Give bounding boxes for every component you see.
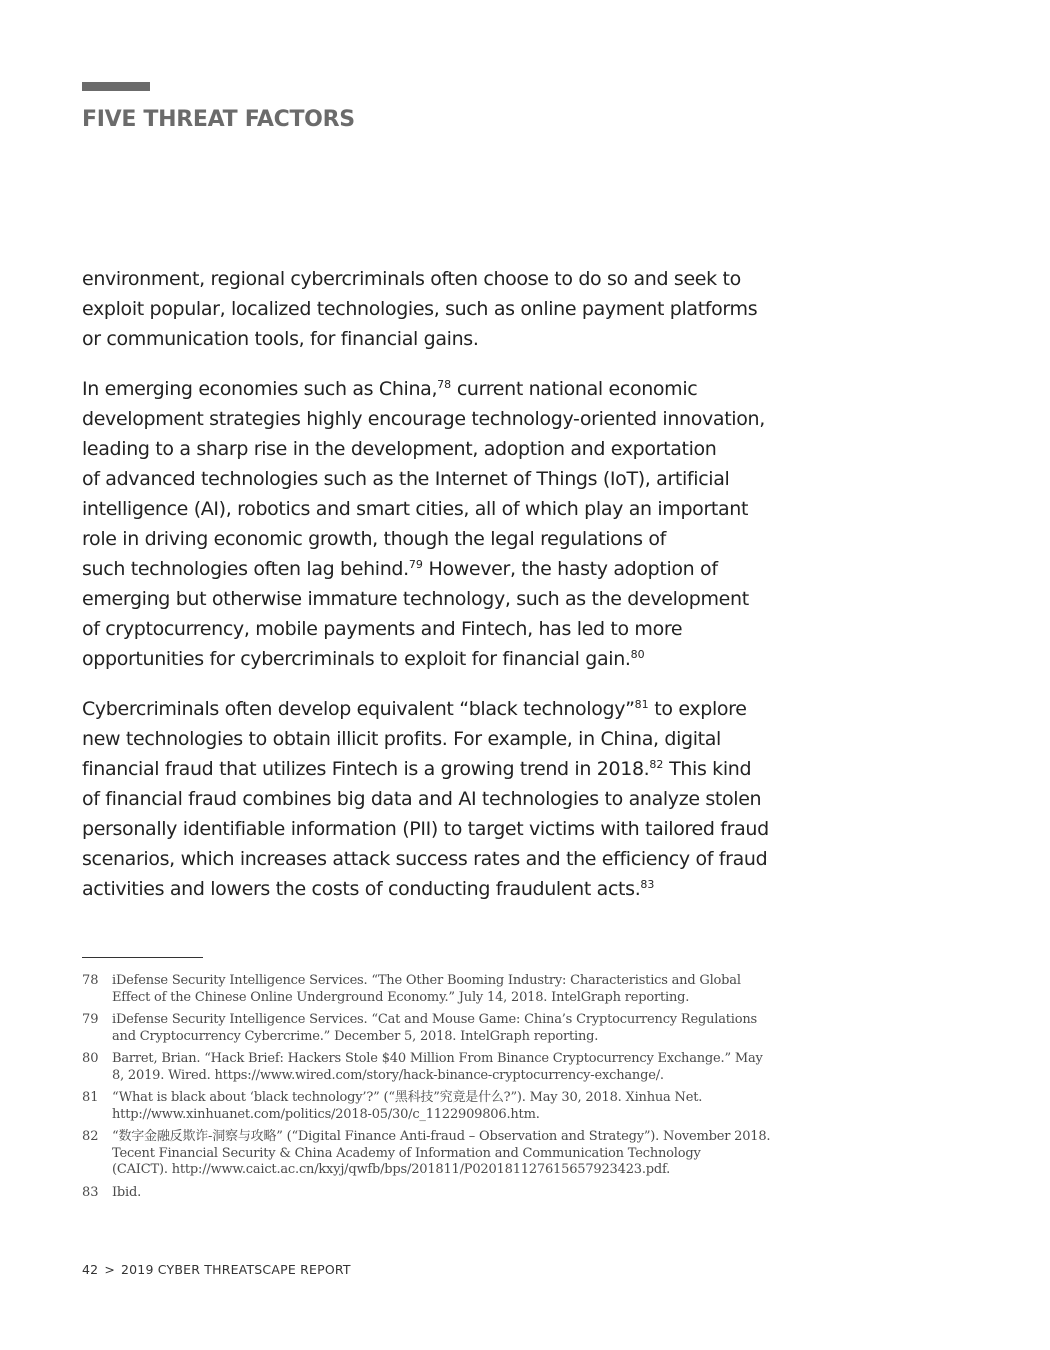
footnote-number: 80 [82,1051,99,1066]
footnote-line: Effect of the Chinese Online Underground Economy.” July 14, 2018. IntelGraph reporting. [112,989,690,1005]
text-line [82,554,842,584]
footnote-line-link[interactable]: 8, 2019. Wired. https://www.wired.com/story/hack-binance-cryptocurrency-exchange/. [112,1067,664,1083]
footnote-line-link[interactable]: http://www.xinhuanet.com/politics/2018-05/30/c_1122909806.htm. [112,1106,540,1122]
text-line: intelligence (AI), robotics and smart cities, all of which play an important [82,498,749,520]
footnote-ref-82[interactable]: 82 [649,758,664,771]
footnote-80 [82,1051,842,1084]
footnote-81 [82,1090,842,1123]
text-line: of financial fraud combines big data and AI technologies to analyze stolen [82,788,762,810]
text-segment: to explore [648,698,747,720]
footnote-83 [82,1185,842,1202]
footnote-78 [82,973,842,1006]
footnote-text [112,973,842,1006]
footnote-divider [82,957,203,958]
footnote-ref-83[interactable]: 83 [640,878,655,891]
header-accent-bar [82,82,150,91]
footnote-text [112,1051,842,1084]
text-line: emerging but otherwise immature technology, such as the development [82,588,749,610]
text-line [82,374,842,404]
text-line: scenarios, which increases attack success rates and the efficiency of fraud [82,848,768,870]
paragraph-3 [82,694,842,904]
footnote-text [112,1185,842,1202]
text-line [82,694,842,724]
text-segment: This kind [663,758,752,780]
footnote-ref-80[interactable]: 80 [630,648,645,661]
footnote-line: Barret, Brian. “Hack Brief: Hackers Stole $40 Million From Binance Cryptocurrency Exchange.” May [112,1051,763,1066]
text-line: of cryptocurrency, mobile payments and Fintech, has led to more [82,618,683,640]
footnote-82 [82,1129,842,1179]
footer-separator: > [104,1262,115,1277]
text-segment: current national economic [451,378,698,400]
footnote-line: “What is black about ‘black technology’?” (“黑科技”究竟是什么?”). May 30, 2018. Xinhua Net. [112,1090,703,1105]
text-line: leading to a sharp rise in the development, adoption and exportation [82,438,717,460]
footnote-number: 82 [82,1129,99,1144]
footnote-79 [82,1012,842,1045]
footnote-ref-78[interactable]: 78 [437,378,452,391]
footnote-line: Tecent Financial Security & China Academy of Information and Communication Technology [112,1145,701,1161]
footnote-number: 83 [82,1184,99,1200]
text-line: development strategies highly encourage technology-oriented innovation, [82,408,765,430]
text-line: new technologies to obtain illicit profits. For example, in China, digital [82,728,721,750]
footnote-line: “数字金融反欺诈-洞察与攻略” (“Digital Finance Anti-fraud – Observation and Strategy”). November 2018. [112,1129,771,1144]
text-segment: Cybercriminals often develop equivalent “black technology” [82,698,635,720]
section-title: FIVE THREAT FACTORS [82,107,355,132]
footnote-line: iDefense Security Intelligence Services. “The Other Booming Industry: Characteristics and Global [112,973,741,988]
page-number: 42 [82,1262,99,1277]
footnote-number: 78 [82,973,99,988]
footnote-line: Ibid. [112,1184,142,1200]
footnote-number: 81 [82,1090,99,1105]
text-line: exploit popular, localized technologies, such as online payment platforms [82,298,758,320]
text-segment: opportunities for cybercriminals to exploit for financial gain. [82,648,631,670]
footnote-ref-81[interactable]: 81 [634,698,649,711]
text-line [82,644,842,674]
text-segment: However, the hasty adoption of [422,558,718,580]
text-line: environment, regional cybercriminals often choose to do so and seek to [82,268,741,290]
footnote-text [112,1129,842,1179]
text-line: personally identifiable information (PII) to target victims with tailored fraud [82,818,769,840]
text-segment: activities and lowers the costs of conducting fraudulent acts. [82,878,641,900]
text-line [82,754,842,784]
footnote-ref-79[interactable]: 79 [408,558,423,571]
footnote-line: and Cryptocurrency Cybercrime.” December 5, 2018. IntelGraph reporting. [112,1028,599,1044]
text-line [82,874,842,904]
page-footer [82,1262,357,1277]
footnote-text [112,1012,842,1045]
text-segment: such technologies often lag behind. [82,558,409,580]
footnote-number: 79 [82,1012,99,1027]
text-line: role in driving economic growth, though the legal regulations of [82,528,666,550]
footnotes [82,973,842,1207]
text-line: of advanced technologies such as the Internet of Things (IoT), artificial [82,468,730,490]
text-segment: In emerging economies such as China, [82,378,438,400]
text-segment: financial fraud that utilizes Fintech is a growing trend in 2018. [82,758,650,780]
report-title: 2019 CYBER THREATSCAPE REPORT [121,1262,351,1277]
text-line: or communication tools, for financial gains. [82,328,479,350]
footnote-text [112,1090,842,1123]
paragraph-1 [82,264,842,354]
body-text [82,264,842,924]
paragraph-2 [82,374,842,674]
footnote-line-link[interactable]: (CAICT). http://www.caict.ac.cn/kxyj/qwfb/bps/201811/P020181127615657923423.pdf. [112,1162,671,1177]
footnote-line: iDefense Security Intelligence Services. “Cat and Mouse Game: China’s Cryptocurrency Regulations [112,1012,757,1027]
